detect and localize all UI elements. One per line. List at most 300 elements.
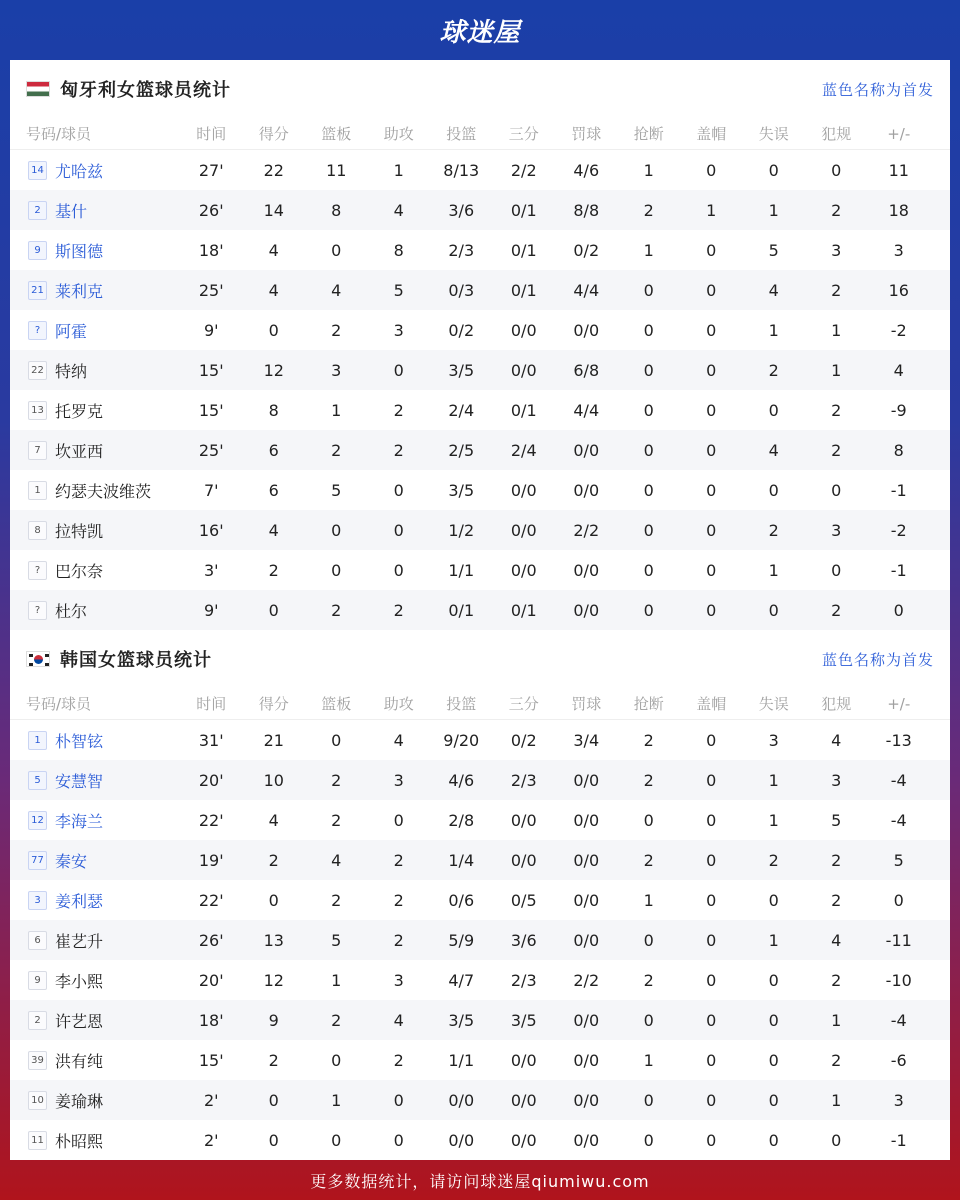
stat-cell: 0 (331, 730, 342, 750)
player-name[interactable]: 朴昭熙 (55, 1131, 104, 1151)
table-header (10, 688, 950, 720)
player-row[interactable] (10, 430, 950, 470)
player-name[interactable]: 安慧智 (55, 771, 104, 791)
stat-cell: 0/0 (510, 1050, 537, 1070)
jersey-number-badge: 39 (28, 1051, 47, 1070)
stat-cell: 0/0 (573, 850, 600, 870)
stat-cell: 2/3 (510, 970, 537, 990)
stat-cell: 0/0 (510, 520, 537, 540)
jersey-number-badge: 13 (28, 401, 47, 420)
stat-cell: 2 (643, 200, 654, 220)
stat-cell: 0 (393, 360, 404, 380)
stat-cell: 0/1 (510, 600, 537, 620)
stat-cell: 4 (268, 810, 279, 830)
stat-cell: 1/1 (448, 560, 475, 580)
stat-cell: 7' (203, 480, 219, 500)
hungary-flag-icon (26, 81, 50, 97)
stat-cell: 2 (831, 1050, 842, 1070)
column-header: 盖帽 (696, 125, 727, 143)
stat-cell: 5 (331, 480, 342, 500)
stat-cell: 0 (768, 1130, 779, 1150)
stat-cell: -13 (885, 730, 912, 750)
player-name[interactable]: 巴尔奈 (55, 561, 104, 581)
stat-cell: 2 (393, 600, 404, 620)
jersey-number-badge: 5 (28, 771, 47, 790)
stat-cell: 8/8 (573, 200, 600, 220)
stat-cell: 0 (831, 480, 842, 500)
player-row[interactable] (10, 150, 950, 190)
trigram-icon (45, 663, 49, 666)
stat-cell: 0 (768, 970, 779, 990)
stat-cell: -2 (890, 520, 907, 540)
stat-cell: 0 (831, 560, 842, 580)
column-header: 篮板 (321, 695, 352, 713)
stat-cell: 0 (768, 1010, 779, 1030)
stat-cell: 3 (393, 970, 404, 990)
stat-cell: 0 (831, 1130, 842, 1150)
stat-cell: 0 (331, 1130, 342, 1150)
starter-legend-note: 蓝色名称为首发 (821, 650, 934, 669)
stat-cell: 12 (263, 970, 284, 990)
stat-cell: 16' (198, 520, 224, 540)
stat-cell: 0/0 (573, 440, 600, 460)
player-cell (10, 599, 180, 622)
column-header: 投篮 (446, 695, 477, 713)
stat-cell: 1 (643, 160, 654, 180)
stat-cell: 2 (643, 850, 654, 870)
stat-cell: 1 (643, 890, 654, 910)
jersey-number-badge: 2 (28, 201, 47, 220)
stat-cell: 0 (706, 970, 717, 990)
stat-cell: 0 (706, 770, 717, 790)
stat-cell: 4/4 (573, 280, 600, 300)
stat-cell: 0 (643, 280, 654, 300)
player-row[interactable] (10, 1000, 950, 1040)
stat-cell: 2/8 (448, 810, 475, 830)
player-row[interactable] (10, 390, 950, 430)
stat-cell: 3/6 (510, 930, 537, 950)
stat-cell: 2 (831, 400, 842, 420)
player-cell (10, 439, 180, 462)
stat-cell: -4 (890, 770, 907, 790)
stat-cell: 3/6 (448, 200, 475, 220)
jersey-number-badge: 77 (28, 851, 47, 870)
stat-cell: 0 (706, 1050, 717, 1070)
player-row[interactable] (10, 470, 950, 510)
stat-cell: 2 (831, 600, 842, 620)
stat-cell: 3/5 (510, 1010, 537, 1030)
stat-cell: 25' (198, 440, 224, 460)
stat-cell: 4 (268, 240, 279, 260)
stat-cell: 3/4 (573, 730, 600, 750)
player-row[interactable] (10, 1040, 950, 1080)
stat-cell: 4 (268, 280, 279, 300)
player-row[interactable] (10, 840, 950, 880)
stat-cell: 0 (706, 1130, 717, 1150)
player-name[interactable]: 拉特凯 (55, 521, 104, 541)
stat-cell: 0/0 (573, 1130, 600, 1150)
stat-cell: 1 (643, 240, 654, 260)
stat-cell: 1 (768, 560, 779, 580)
stat-cell: 0/0 (573, 1050, 600, 1070)
section-header (10, 60, 950, 118)
stat-cell: 1 (831, 1090, 842, 1110)
player-name[interactable]: 杜尔 (55, 601, 88, 621)
stat-cell: -1 (890, 560, 907, 580)
column-header: 失误 (758, 125, 789, 143)
stat-cell: 0 (706, 810, 717, 830)
stat-cell: 3 (893, 240, 904, 260)
player-row[interactable] (10, 720, 950, 760)
player-name[interactable]: 许艺恩 (55, 1011, 104, 1031)
stat-cell: 0 (706, 1090, 717, 1110)
stat-cell: 0 (643, 440, 654, 460)
column-header: 号码/球员 (26, 125, 92, 143)
player-cell (10, 809, 180, 832)
player-row[interactable] (10, 190, 950, 230)
stat-cell: 22' (198, 810, 224, 830)
stat-cell: 0/0 (510, 560, 537, 580)
jersey-number-badge: ? (28, 601, 47, 620)
player-name[interactable]: 洪有纯 (55, 1051, 104, 1071)
stat-cell: 2 (768, 520, 779, 540)
stat-cell: 9/20 (443, 730, 480, 750)
team-section-hungary (10, 60, 950, 630)
stat-cell: 2' (203, 1090, 219, 1110)
stat-cell: 3' (203, 560, 219, 580)
column-header: 抢断 (633, 695, 664, 713)
jersey-number-badge: 22 (28, 361, 47, 380)
taegeuk-icon (34, 655, 43, 664)
stat-cell: 3 (831, 520, 842, 540)
stat-cell: 3/5 (448, 1010, 475, 1030)
stat-cell: 5 (331, 930, 342, 950)
column-header: 得分 (258, 695, 289, 713)
player-row[interactable] (10, 880, 950, 920)
jersey-number-badge: 9 (28, 971, 47, 990)
starter-legend-note: 蓝色名称为首发 (821, 80, 934, 99)
stat-cell: 1 (331, 970, 342, 990)
stat-cell: 2 (268, 850, 279, 870)
stat-cell: 4 (893, 360, 904, 380)
stat-cell: 0 (768, 480, 779, 500)
stat-cell: 0/0 (573, 600, 600, 620)
stat-cell: 0 (643, 320, 654, 340)
player-name[interactable]: 坎亚西 (55, 441, 104, 461)
column-header: 号码/球员 (26, 695, 92, 713)
stat-cell: 0/0 (510, 320, 537, 340)
stat-cell: 4 (331, 850, 342, 870)
stat-cell: 2 (331, 770, 342, 790)
player-name[interactable]: 李小熙 (55, 971, 104, 991)
stat-cell: 0 (706, 320, 717, 340)
player-cell (10, 199, 180, 222)
stat-cell: 0 (643, 1130, 654, 1150)
stat-cell: 2 (831, 850, 842, 870)
stat-cell: 0 (706, 160, 717, 180)
jersey-number-badge: 9 (28, 241, 47, 260)
stat-cell: 4 (768, 440, 779, 460)
player-cell (10, 929, 180, 952)
stat-cell: 0 (706, 1010, 717, 1030)
player-row[interactable] (10, 230, 950, 270)
stat-cell: 0 (643, 480, 654, 500)
stat-cell: 0/2 (573, 240, 600, 260)
player-cell (10, 519, 180, 542)
stat-cell: 0 (706, 850, 717, 870)
section-header (10, 630, 950, 688)
stat-cell: 2 (331, 810, 342, 830)
stat-cell: 0 (643, 1090, 654, 1110)
stat-cell: 0 (768, 1090, 779, 1110)
stat-cell: 0 (393, 560, 404, 580)
player-row[interactable] (10, 510, 950, 550)
stat-cell: 27' (198, 160, 224, 180)
column-header: 抢断 (633, 125, 664, 143)
stat-cell: 22' (198, 890, 224, 910)
jersey-number-badge: 10 (28, 1091, 47, 1110)
player-row[interactable] (10, 920, 950, 960)
stat-cell: -10 (885, 970, 912, 990)
stat-cell: 0 (706, 360, 717, 380)
stat-cell: 0/0 (573, 1090, 600, 1110)
player-row[interactable] (10, 350, 950, 390)
player-cell (10, 849, 180, 872)
footer-promo: 更多数据统计，请访问球迷屋qiumiwu.com (310, 1171, 650, 1191)
stat-cell: 10 (263, 770, 284, 790)
column-header: +/- (887, 694, 911, 713)
stat-cell: 18' (198, 240, 224, 260)
stat-cell: 0/0 (510, 1130, 537, 1150)
stat-cell: 15' (198, 1050, 224, 1070)
stat-cell: -1 (890, 1130, 907, 1150)
stat-cell: 0/0 (573, 1010, 600, 1030)
stat-cell: 2 (768, 850, 779, 870)
player-name[interactable]: 阿霍 (55, 321, 88, 341)
stat-cell: 26' (198, 930, 224, 950)
player-name[interactable]: 李海兰 (55, 811, 104, 831)
jersey-number-badge: ? (28, 321, 47, 340)
korea-flag-icon (26, 651, 50, 667)
column-header: 时间 (196, 695, 227, 713)
player-row[interactable] (10, 1120, 950, 1160)
column-header: 三分 (508, 695, 539, 713)
stat-cell: 1/4 (448, 850, 475, 870)
stat-cell: 3 (393, 320, 404, 340)
player-row[interactable] (10, 270, 950, 310)
stat-cell: 1/2 (448, 520, 475, 540)
stat-cell: 0 (643, 600, 654, 620)
stat-cell: 0 (268, 600, 279, 620)
stat-cell: 2 (768, 360, 779, 380)
stat-cell: 0/1 (510, 280, 537, 300)
stat-cell: 2 (331, 440, 342, 460)
stat-cell: 0 (893, 600, 904, 620)
stat-cell: 0 (331, 240, 342, 260)
stat-cell: 8 (893, 440, 904, 460)
stat-cell: 2/4 (448, 400, 475, 420)
stat-cell: 8 (268, 400, 279, 420)
player-name[interactable]: 崔艺升 (55, 931, 104, 951)
jersey-number-badge: 7 (28, 441, 47, 460)
brand-logo: 球迷屋 (439, 17, 521, 48)
stat-cell: 0/6 (448, 890, 475, 910)
stat-cell: 0/2 (448, 320, 475, 340)
player-cell (10, 889, 180, 912)
stat-cell: 0 (706, 560, 717, 580)
stat-cell: 0/0 (573, 480, 600, 500)
stat-cell: 0 (706, 280, 717, 300)
player-row[interactable] (10, 800, 950, 840)
stat-cell: 2 (643, 770, 654, 790)
jersey-number-badge: 8 (28, 521, 47, 540)
trigram-icon (29, 654, 33, 657)
stat-cell: 8/13 (443, 160, 480, 180)
stat-cell: 2/3 (510, 770, 537, 790)
jersey-number-badge: ? (28, 561, 47, 580)
stat-cell: 0 (706, 890, 717, 910)
stat-cell: 2 (831, 970, 842, 990)
stat-cell: 25' (198, 280, 224, 300)
stat-cell: 1 (768, 810, 779, 830)
stat-cell: 1 (331, 1090, 342, 1110)
stat-cell: 13 (263, 930, 284, 950)
stat-cell: 0/0 (448, 1090, 475, 1110)
stat-cell: 3 (831, 770, 842, 790)
player-row[interactable] (10, 760, 950, 800)
stat-cell: 2/4 (510, 440, 537, 460)
stat-cell: 0 (706, 600, 717, 620)
stat-cell: 0 (768, 400, 779, 420)
stat-cell: 0/5 (510, 890, 537, 910)
stat-cell: 0 (706, 930, 717, 950)
section-title-wrap (26, 76, 231, 102)
stat-cell: 0 (331, 1050, 342, 1070)
player-row[interactable] (10, 590, 950, 630)
player-name[interactable]: 基什 (55, 201, 88, 221)
player-row[interactable] (10, 1080, 950, 1120)
player-name[interactable]: 特纳 (55, 361, 88, 381)
section-title-wrap (26, 646, 212, 672)
stat-cell: 2 (831, 440, 842, 460)
stat-cell: 1 (831, 360, 842, 380)
player-cell (10, 1009, 180, 1032)
stat-cell: 0 (393, 1130, 404, 1150)
player-cell (10, 769, 180, 792)
stat-cell: 0/3 (448, 280, 475, 300)
stat-cell: 8 (393, 240, 404, 260)
stat-cell: 2 (831, 200, 842, 220)
jersey-number-badge: 14 (28, 161, 47, 180)
stat-cell: 15' (198, 360, 224, 380)
player-name[interactable]: 秦安 (55, 851, 88, 871)
player-name[interactable]: 斯图德 (55, 241, 104, 261)
jersey-number-badge: 1 (28, 481, 47, 500)
player-cell (10, 359, 180, 382)
stat-cell: 20' (198, 970, 224, 990)
stat-cell: 2/2 (510, 160, 537, 180)
stat-cell: 0 (768, 160, 779, 180)
player-row[interactable] (10, 960, 950, 1000)
stat-cell: 9' (203, 320, 219, 340)
stat-cell: 3/5 (448, 480, 475, 500)
player-name[interactable]: 尤哈兹 (55, 161, 104, 181)
stat-cell: -9 (890, 400, 907, 420)
stat-cell: 1 (768, 930, 779, 950)
stat-cell: 4 (831, 930, 842, 950)
stat-cell: 0 (268, 320, 279, 340)
stat-cell: 0 (643, 1010, 654, 1030)
stat-cell: 2 (268, 1050, 279, 1070)
stat-cell: 22 (263, 160, 284, 180)
stat-cell: 0/0 (573, 320, 600, 340)
column-header: 犯规 (821, 125, 852, 143)
stat-cell: 0 (268, 1090, 279, 1110)
section-title: 韩国女篮球员统计 (60, 650, 212, 671)
stat-cell: 0/0 (573, 810, 600, 830)
stat-cell: 18' (198, 1010, 224, 1030)
stat-cell: 2 (331, 320, 342, 340)
stat-cell: -1 (890, 480, 907, 500)
stat-cell: 2/2 (573, 970, 600, 990)
jersey-number-badge: 6 (28, 931, 47, 950)
stat-cell: 0 (643, 400, 654, 420)
stat-cell: 3/5 (448, 360, 475, 380)
stat-cell: 3 (393, 770, 404, 790)
stat-cell: 2 (643, 730, 654, 750)
stat-cell: 2 (331, 890, 342, 910)
stat-cell: 0/0 (573, 560, 600, 580)
column-header: 助攻 (383, 125, 414, 143)
jersey-number-badge: 12 (28, 811, 47, 830)
stat-cell: 5/9 (448, 930, 475, 950)
stat-cell: 5 (768, 240, 779, 260)
stat-cell: 3 (831, 240, 842, 260)
stat-cell: 6 (268, 480, 279, 500)
stat-cell: 0/1 (510, 240, 537, 260)
stat-cell: 0 (643, 810, 654, 830)
player-row[interactable] (10, 550, 950, 590)
player-cell (10, 159, 180, 182)
stat-cell: 12 (263, 360, 284, 380)
stat-cell: 0/0 (510, 480, 537, 500)
stat-cell: 0 (393, 1090, 404, 1110)
column-header: 助攻 (383, 695, 414, 713)
stat-cell: 0/1 (448, 600, 475, 620)
stat-cell: 0 (643, 360, 654, 380)
stat-cell: 0/0 (510, 850, 537, 870)
stat-cell: 0 (831, 160, 842, 180)
player-name[interactable]: 托罗克 (55, 401, 104, 421)
player-cell (10, 559, 180, 582)
stat-cell: 14 (263, 200, 284, 220)
player-name[interactable]: 莱利克 (55, 281, 104, 301)
stat-cell: -2 (890, 320, 907, 340)
stat-cell: 0/0 (448, 1130, 475, 1150)
stat-cell: 1/1 (448, 1050, 475, 1070)
stat-cell: 4 (768, 280, 779, 300)
player-name[interactable]: 姜瑜琳 (55, 1091, 104, 1111)
player-name[interactable]: 约瑟夫波维茨 (55, 481, 152, 501)
player-cell (10, 729, 180, 752)
player-row[interactable] (10, 310, 950, 350)
player-name[interactable]: 朴智铉 (55, 731, 104, 751)
stat-cell: 31' (198, 730, 224, 750)
stat-cell: 20' (198, 770, 224, 790)
column-header: 罚球 (571, 125, 602, 143)
player-name[interactable]: 姜利瑟 (55, 891, 104, 911)
stat-cell: 2 (831, 890, 842, 910)
